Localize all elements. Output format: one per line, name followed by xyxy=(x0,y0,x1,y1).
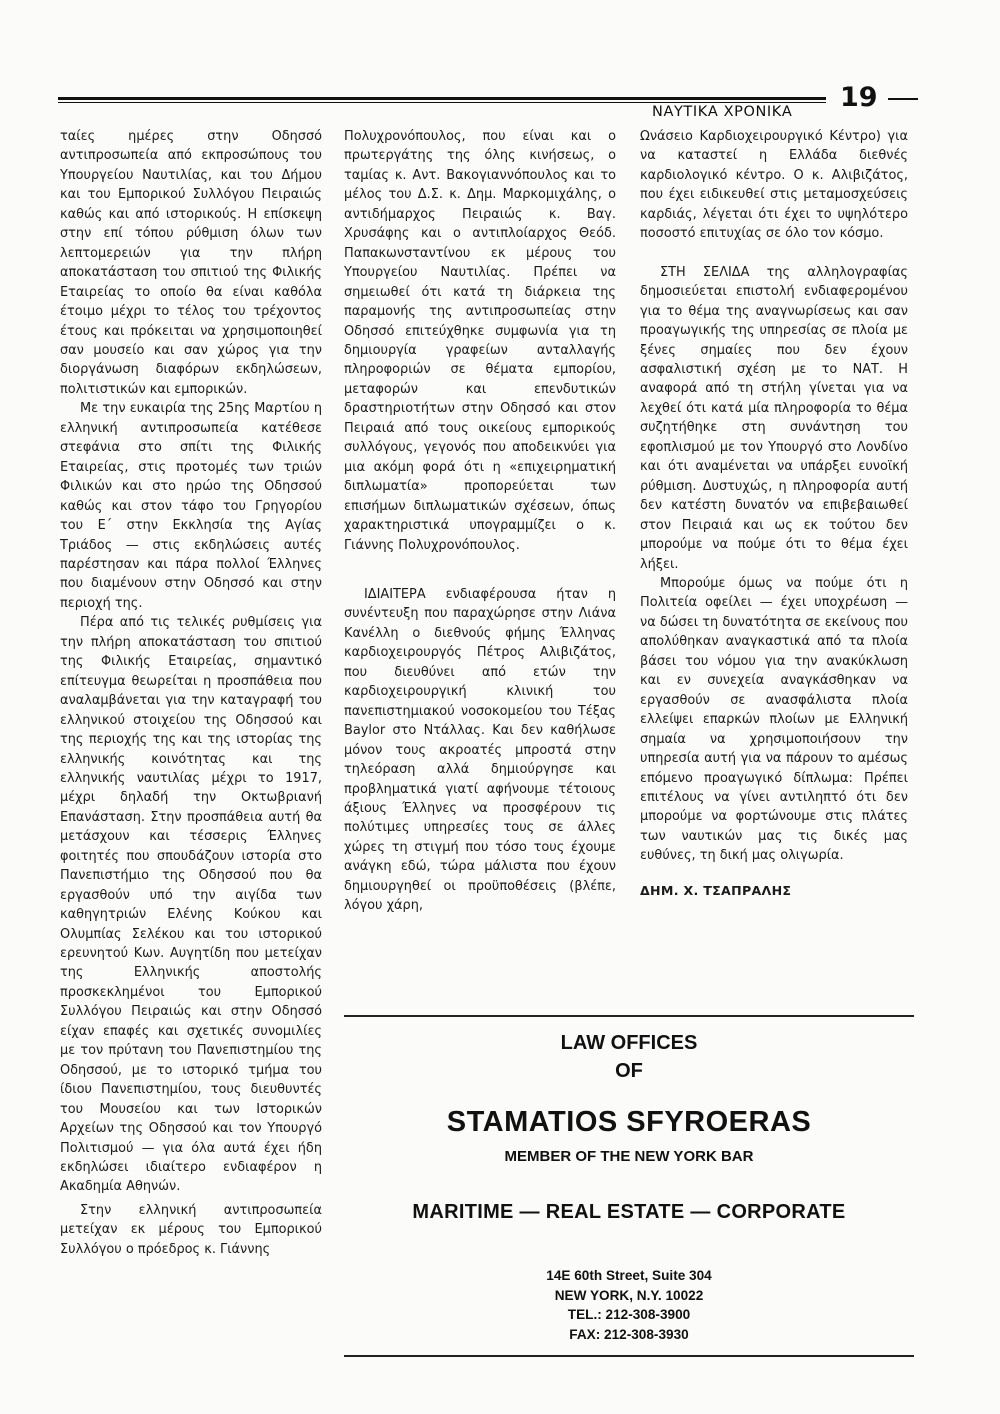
paragraph: Μπορούμε όμως να πούμε ότι η Πολιτεία οφείλει — έχει υποχρέωση — να δώσει τη δυνατότητα σε εκείνους που απολύθηκαν αναγκαστικά από τα πλοία βάσει του νόμου για την ανακύκλωση και εν συνεχεία αναγκάσθηκαν να εργασθούν σε ανασφάλιστα πλοία ελλείψει επαρκών πλοίων με Ελληνική σημαία να χρησιμοποιήσουν την υπηρεσία αυτή για να πάρουν το αμέσως επόμενο προαγωγικό δίπλωμα: Πρέπει επιτέλους να γίνει αντιληπτό ότι δεν μπορούμε να φορτώνουμε στις πλάτες των ναυτικών μας τις δικές μας ευθύνες, τη δική μας ολιγωρία. xyxy=(640,575,908,864)
article-column-3 xyxy=(640,127,908,900)
ad-membership: MEMBER OF THE NEW YORK BAR xyxy=(504,1148,754,1165)
paragraph: ΙΔΙΑΙΤΕΡΑ ενδιαφέρουσα ήταν η συνέντευξη που παραχώρησε στην Λιάνα Κανέλλη ο διεθνούς φήμης Έλληνας καρδιοχειρουργός Πέτρος Αλιβιζάτος, που διευθύνει από ετών την καρδιοχειρουργική κλινική του πανεπιστημιακού νοσοκομείου του Τέξας Baylor στο Ντάλλας. Και δεν καθήλωσε μόνον τους ακροατές μπροστά στην τηλεόραση αλλά δημιούργησε και προβληματικά γιατί αφήνουμε τέτοιους άξιους Έλληνες να προσφέρουν τις πολύτιμες υπηρεσίες τους σε άλλες χώρες τη στιγμή που τόσο τους έχουμε ανάγκη εδώ, τώρα μάλιστα που έχουν δημιουργηθεί οι προϋποθέσεις (βλέπε, λόγου χάρη, xyxy=(344,586,616,914)
ad-top-rule xyxy=(344,1015,914,1017)
ad-address-line-2: NEW YORK, N.Y. 10022 xyxy=(554,1287,704,1303)
paragraph: Στην ελληνική αντιπροσωπεία μετείχαν εκ μέρους του Εμπορικού Συλλόγου ο πρόεδρος κ. Γιάννης xyxy=(60,1202,322,1257)
paragraph: ταίες ημέρες στην Οδησσό αντιπροσωπεία από εκπροσώπους του Υπουργείου Ναυτιλίας, και του Δήμου και του Εμπορικού Συλλόγου Πειραιώς καθώς και από ιστορικούς. Η επίσκεψη στην επί τόπου ρύθμιση όλων των λεπτομερειών για την πλήρη αποκατάσταση του σπιτιού της Φιλικής Εταιρείας το οποίο θα είναι καθόλα έτοιμο μέχρι το τέλος του τρέχοντος έτους και πρόκειται να χρησιμοποιηθεί σαν μουσείο και σαν χώρος για την διοργάνωση διαφόρων εκδηλώσεων, πολιτιστικών και εμπορικών. xyxy=(60,129,322,397)
page-number-dash xyxy=(888,98,918,100)
paragraph: Πέρα από τις τελικές ρυθμίσεις για την πλήρη αποκατάσταση του σπιτιού της Φιλικής Εταιρείας, σημαντικό επίτευγμα θεωρείται η προσπάθεια που αναλαμβάνεται για την καταγραφή του ελληνικού στοιχείου της Οδησσού και της περιοχής της και της ιστορίας της ελληνικής κοινότητας και της ελληνικής ναυτιλίας μέχρι το 1917, μέχρι δηλαδή την Οκτωβριανή Επανάσταση. Στην προσπάθεια αυτή θα μετάσχουν και τέσσερις Έλληνες φοιτητές που σπουδάζουν ιστορία στο Πανεπιστήμιο της Οδησσού που θα εργασθούν υπό την αιγίδα των καθηγητριών Ελένης Κούκου και Ολυμπίας Σελέκου και του ιστορικού ερευνητού Κων. Αυγητίδη που μετείχαν της Ελληνικής αποστολής προσκεκλημένοι του Εμπορικού Συλλόγου Πειραιώς και στην Οδησσό είχαν επαφές και σχετικές συνομιλίες με τον πρύτανη του Πανεπιστημίου της Οδησσού, με το ιστορικό τμήμα του ίδιου Πανεπιστημίου, τους διευθυντές του Μουσείου και των Ιστορικών Αρχείων της Οδησσού και τον Υπουργό Πολιτισμού — για όλα αυτά έχει ήδη εκδηλώσει ιδιαίτερο ενδιαφέρον η Ακαδημία Αθηνών. xyxy=(60,615,322,1195)
paragraph: Ωνάσειο Καρδιοχειρουργικό Κέντρο) για να καταστεί η Ελλάδα διεθνές καρδιολογικό κέντρο. Ο κ. Αλιβιζάτος, που έχει ειδικευθεί στις μεταμοσχεύσεις καρδιάς, λέγεται ότι έχει το υψηλότερο ποσοστό επιτυχίας σε όλο τον κόσμο. xyxy=(640,129,908,242)
page-number: 19 xyxy=(840,82,878,113)
header-rule xyxy=(58,97,826,100)
ad-heading-line-2: OF xyxy=(615,1060,643,1082)
header-rule-thin xyxy=(58,102,826,103)
ad-firm-name: STAMATIOS SFYROERAS xyxy=(446,1106,812,1138)
ad-contact-block xyxy=(344,1266,914,1344)
ad-address-line-1: 14E 60th Street, Suite 304 xyxy=(546,1268,712,1283)
publication-title: ΝΑΥΤΙΚΑ ΧΡΟΝΙΚΑ xyxy=(652,104,793,120)
ad-practice-areas: MARITIME — REAL ESTATE — CORPORATE xyxy=(412,1201,846,1223)
ad-telephone: TEL.: 212-308-3900 xyxy=(567,1307,691,1322)
ad-heading-line-1: LAW OFFICES xyxy=(560,1032,698,1054)
paragraph: Πολυχρονόπουλος, που είναι και ο πρωτεργάτης της όλης κινήσεως, ο ταμίας κ. Αντ. Βακογιαννόπουλος και το μέλος του Δ.Σ. κ. Δημ. Μαρκομιχάλης, ο αντιδήμαρχος Πειραιώς κ. Βαγ. Χρυσάφης και ο αντιπλοίαρχος Θεόδ. Παπακωνσταντίνου εκ μέρους του Υπουργείου Ναυτιλίας. Πρέπει να σημειωθεί ότι κατά τη διάρκεια της παραμονής της αντιπροσωπείας στην Οδησσό επιτεύχθηκε συμφωνία για τη δημιουργία γραφείων ανταλλαγής πληροφοριών σε θέματα εμπορίου, μεταφορών και επενδυτικών δραστηριοτήτων στην Οδησσό και στον Πειραιά από τους οικείους εμπορικούς συλλόγους, γεγονός που αποδεικνύει για μια ακόμη φορά ότι η «επιχειρηματική διπλωματία» προπορεύεται των επισήμων διπλωματικών σχέσεων, όπως χαρακτηριστικά υπογραμμίζει ο κ. Γιάννης Πολυχρονόπουλος. xyxy=(344,129,616,553)
author-signature: ΔΗΜ. Χ. ΤΣΑΠΡΑΛΗΣ xyxy=(640,882,792,898)
paragraph: ΣΤΗ ΣΕΛΙΔΑ της αλληλογραφίας δημοσιεύεται επιστολή ενδιαφερομένου για το θέμα της αναγνωρίσεως και σαν προαγωγικής της υπηρεσίας σε πλοία με ξένες σημαίες που δεν έχουν ασφαλιστική σχέση με το ΝΑΤ. Η αναφορά από τη στήλη γίνεται για να λεχθεί ότι κατά μία πληροφορία το θέμα συζητήθηκε στη συνάντηση του εφοπλισμού με τον Υπουργό στο Λονδίνο και ότι αναμένεται να υπάρξει ευνοϊκή ρύθμιση. Δυστυχώς, η πληροφορία αυτή δεν κατέστη δυνατόν να επιβεβαιωθεί στον Πειραιά και ως εκ τούτου δεν μπορούμε να πούμε ότι το θέμα έχει λήξει. xyxy=(640,264,908,572)
article-column-2 xyxy=(344,127,616,916)
ad-fax: FAX: 212-308-3930 xyxy=(569,1326,689,1342)
paragraph: Με την ευκαιρία της 25ης Μαρτίου η ελληνική αντιπροσωπεία κατέθεσε στεφάνια στο σπίτι της Φιλικής Εταιρείας, στις προτομές των τριών Φιλικών και στο ηρώο της Οδησσού καθώς και στον τάφο του Γρηγορίου του Ε΄ στην Εκκλησία της Αγίας Τριάδος — στις εκδηλώσεις αυτές παρέστησαν και πάρα πολλοί Έλληνες που διαμένουν στην Οδησσό και στην περιοχή της. xyxy=(60,401,322,611)
ad-bottom-rule xyxy=(344,1355,914,1357)
article-column-1 xyxy=(60,127,322,1259)
